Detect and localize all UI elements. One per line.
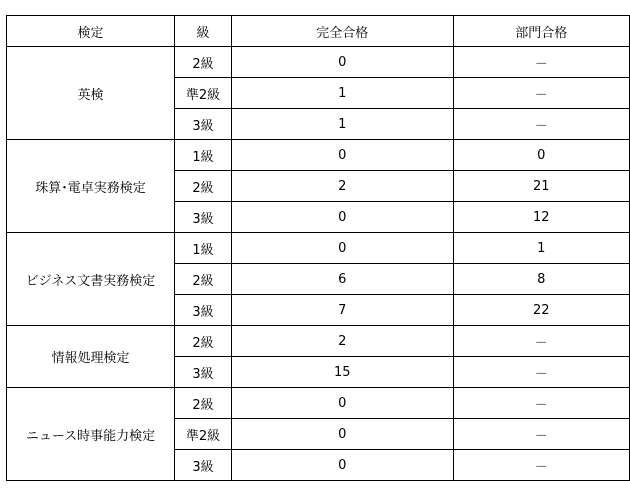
full-pass-cell: 0	[232, 450, 453, 481]
level-cell: 準2級	[174, 419, 231, 450]
full-pass-cell: 0	[232, 419, 453, 450]
exam-name-cell: 珠算･電卓実務検定	[7, 140, 175, 233]
header-exam: 検定	[7, 16, 175, 47]
full-pass-cell: 0	[232, 233, 453, 264]
table-row	[7, 233, 630, 264]
level-cell: 2級	[174, 326, 231, 357]
partial-pass-cell: －	[453, 326, 630, 357]
full-pass-cell: 1	[232, 109, 453, 140]
table-row	[7, 47, 630, 78]
full-pass-cell: 2	[232, 171, 453, 202]
partial-pass-cell: 21	[453, 171, 630, 202]
partial-pass-cell: －	[453, 78, 630, 109]
full-pass-cell: 0	[232, 140, 453, 171]
full-pass-cell: 0	[232, 47, 453, 78]
partial-pass-cell: 1	[453, 233, 630, 264]
header-row	[7, 16, 630, 47]
partial-pass-cell: 0	[453, 140, 630, 171]
level-cell: 3級	[174, 357, 231, 388]
header-full-pass: 完全合格	[232, 16, 453, 47]
full-pass-cell: 1	[232, 78, 453, 109]
full-pass-cell: 0	[232, 202, 453, 233]
header-partial-pass: 部門合格	[453, 16, 630, 47]
level-cell: 2級	[174, 47, 231, 78]
full-pass-cell: 7	[232, 295, 453, 326]
level-cell: 2級	[174, 171, 231, 202]
level-cell: 2級	[174, 264, 231, 295]
level-cell: 準2級	[174, 78, 231, 109]
partial-pass-cell: －	[453, 388, 630, 419]
exam-name-cell: 英検	[7, 47, 175, 140]
partial-pass-cell: －	[453, 357, 630, 388]
partial-pass-cell: －	[453, 109, 630, 140]
level-cell: 3級	[174, 295, 231, 326]
full-pass-cell: 2	[232, 326, 453, 357]
header-level: 級	[174, 16, 231, 47]
level-cell: 2級	[174, 388, 231, 419]
partial-pass-cell: 12	[453, 202, 630, 233]
table-row	[7, 388, 630, 419]
full-pass-cell: 6	[232, 264, 453, 295]
results-table	[6, 15, 630, 481]
exam-name-cell: ニュース時事能力検定	[7, 388, 175, 481]
level-cell: 1級	[174, 233, 231, 264]
exam-name-cell: 情報処理検定	[7, 326, 175, 388]
level-cell: 3級	[174, 450, 231, 481]
partial-pass-cell: 8	[453, 264, 630, 295]
partial-pass-cell: －	[453, 47, 630, 78]
exam-name-cell: ビジネス文書実務検定	[7, 233, 175, 326]
level-cell: 3級	[174, 202, 231, 233]
level-cell: 1級	[174, 140, 231, 171]
partial-pass-cell: －	[453, 419, 630, 450]
full-pass-cell: 15	[232, 357, 453, 388]
table-row	[7, 140, 630, 171]
level-cell: 3級	[174, 109, 231, 140]
table-row	[7, 326, 630, 357]
partial-pass-cell: 22	[453, 295, 630, 326]
full-pass-cell: 0	[232, 388, 453, 419]
partial-pass-cell: －	[453, 450, 630, 481]
